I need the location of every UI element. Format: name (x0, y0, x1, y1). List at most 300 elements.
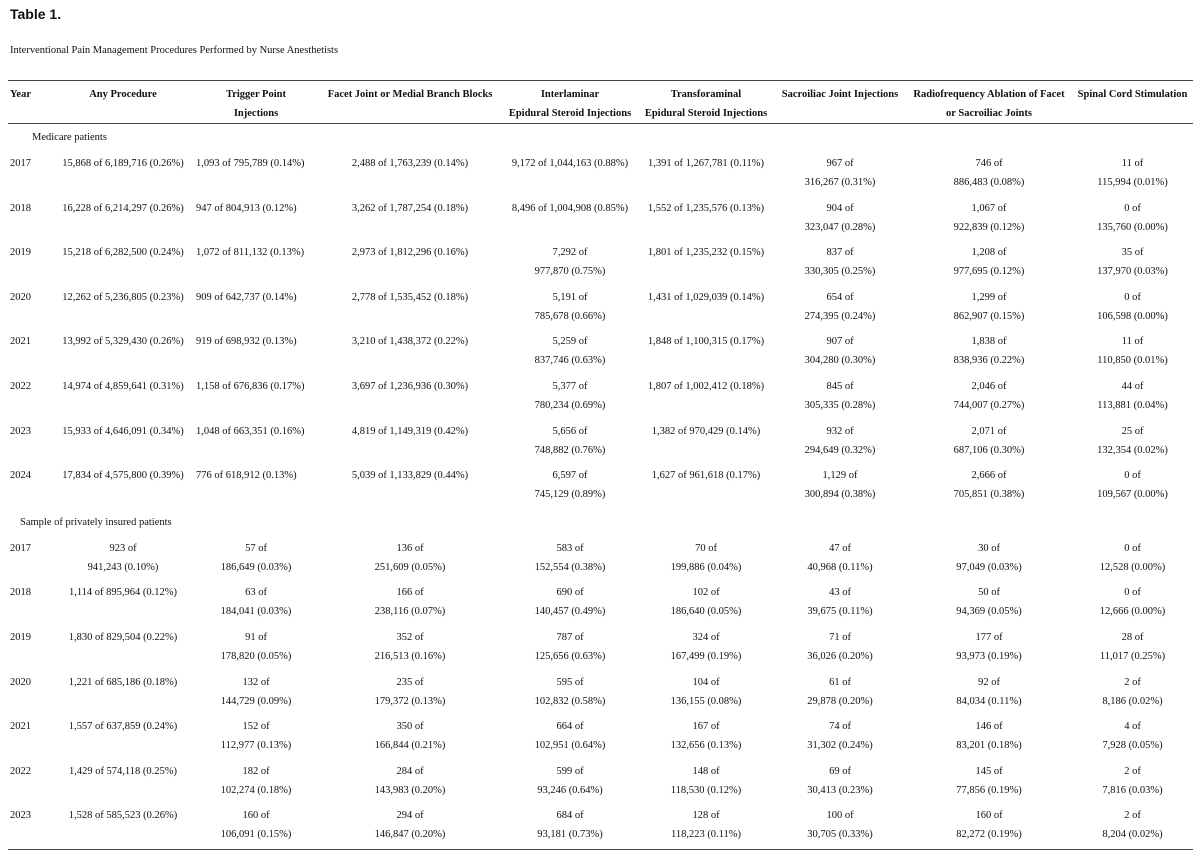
cell-line1: 3,210 of 1,438,372 (0.22%) (351, 336, 469, 348)
table-cell (638, 626, 774, 671)
table-cell (194, 464, 318, 509)
column-header-line1: Sacroiliac Joint Injections (781, 89, 899, 100)
cell-line1: 6,597 of (552, 470, 588, 482)
column-header (194, 81, 318, 124)
column-header (8, 81, 52, 124)
cell-line2: 7,928 (0.05%) (1102, 740, 1163, 752)
cell-line1: 2,666 of (971, 470, 1007, 482)
table-cell (906, 537, 1072, 582)
cell-line2: 330,305 (0.25%) (804, 266, 876, 278)
table-cell (502, 420, 638, 465)
table-label: Table 1. (10, 6, 62, 22)
table-row (8, 715, 1193, 760)
table-row (8, 330, 1193, 375)
table-row (8, 197, 1193, 242)
cell-line1: 919 of 698,932 (0.13%) (196, 336, 297, 348)
table-cell (1072, 286, 1193, 331)
cell-line1: 91 of (245, 631, 267, 643)
cell-line2: 137,970 (0.03%) (1097, 266, 1168, 278)
cell-line2: 294,649 (0.32%) (804, 444, 876, 456)
table-cell (1072, 537, 1193, 582)
year-cell: 2022 (10, 765, 31, 777)
table-cell (194, 715, 318, 760)
table-cell (1072, 241, 1193, 286)
cell-line2: 84,034 (0.11%) (956, 695, 1022, 707)
cell-line2: 115,994 (0.01%) (1097, 177, 1168, 188)
section-title: Medicare patients (32, 132, 107, 143)
cell-line2: 136,155 (0.08%) (670, 695, 742, 707)
cell-line1: 595 of (556, 676, 584, 688)
table-cell (318, 241, 502, 286)
column-header-line1: Trigger Point (226, 89, 286, 100)
year-cell: 2024 (10, 470, 31, 482)
column-header (1072, 81, 1193, 124)
cell-line2: 93,973 (0.19%) (956, 650, 1022, 662)
cell-line1: 324 of (692, 631, 720, 643)
cell-line1: 146 of (975, 721, 1003, 733)
cell-line1: 12,262 of 5,236,805 (0.23%) (62, 291, 184, 303)
table-cell (638, 804, 774, 849)
table-row (8, 420, 1193, 465)
cell-line1: 57 of (245, 542, 267, 554)
cell-line2: 102,832 (0.58%) (534, 695, 606, 707)
cell-line1: 0 of (1124, 291, 1141, 303)
year-cell: 2023 (10, 425, 31, 437)
table-cell (502, 152, 638, 197)
cell-line2: 118,223 (0.11%) (670, 829, 742, 841)
table-cell (638, 375, 774, 420)
column-header-line1: Any Procedure (89, 89, 157, 100)
table-cell (52, 375, 194, 420)
table-cell (774, 241, 906, 286)
table-caption: Interventional Pain Management Procedures Performed by Nurse Anesthetists (10, 45, 339, 56)
cell-line2: 705,851 (0.38%) (953, 489, 1025, 501)
cell-line1: 61 of (829, 676, 851, 688)
cell-line1: 1,848 of 1,100,315 (0.17%) (647, 336, 765, 348)
cell-line2: 316,267 (0.31%) (804, 177, 876, 188)
table-cell (906, 671, 1072, 716)
cell-line1: 15,868 of 6,189,716 (0.26%) (62, 158, 184, 169)
cell-line2: 186,640 (0.05%) (670, 606, 742, 618)
cell-line1: 787 of (556, 631, 584, 643)
table-cell (1072, 715, 1193, 760)
cell-line2: 8,204 (0.02%) (1102, 829, 1163, 841)
cell-line1: 182 of (242, 765, 270, 777)
cell-line2: 97,049 (0.03%) (956, 561, 1022, 573)
cell-line2: 216,513 (0.16%) (374, 650, 446, 662)
section-title: Sample of privately insured patients (20, 516, 172, 528)
cell-line1: 74 of (829, 721, 851, 733)
cell-line2: 186,649 (0.03%) (220, 561, 292, 573)
cell-line1: 25 of (1121, 425, 1144, 437)
table-cell (194, 760, 318, 805)
cell-line1: 0 of (1124, 470, 1141, 482)
column-header-line2: Epidural Steroid Injections (508, 108, 632, 119)
table-cell (906, 715, 1072, 760)
cell-line1: 2 of (1124, 676, 1141, 688)
cell-line2: 118,530 (0.12%) (670, 784, 742, 796)
cell-line1: 3,697 of 1,236,936 (0.30%) (351, 380, 469, 392)
table-cell (638, 286, 774, 331)
table-cell (502, 286, 638, 331)
table-cell (774, 760, 906, 805)
table-cell (318, 537, 502, 582)
table-cell (638, 537, 774, 582)
cell-line1: 845 of (826, 380, 854, 392)
cell-line1: 7,292 of (552, 247, 588, 259)
cell-line1: 5,191 of (552, 291, 588, 303)
table-cell (52, 152, 194, 197)
cell-line1: 684 of (556, 810, 584, 822)
table-cell (52, 537, 194, 582)
cell-line2: 109,567 (0.00%) (1097, 489, 1168, 501)
cell-line2: 178,820 (0.05%) (220, 650, 292, 662)
cell-line1: 44 of (1121, 380, 1144, 392)
column-header (318, 81, 502, 124)
table-cell (502, 760, 638, 805)
cell-line2: 83,201 (0.18%) (956, 740, 1022, 752)
table-cell (502, 671, 638, 716)
cell-line1: 104 of (692, 676, 720, 688)
cell-line1: 1,208 of (971, 247, 1007, 259)
year-cell: 2023 (10, 810, 31, 822)
column-header (906, 81, 1072, 124)
cell-line1: 100 of (826, 810, 854, 822)
cell-line2: 977,695 (0.12%) (953, 266, 1025, 278)
table-cell (906, 286, 1072, 331)
cell-line1: 1,391 of 1,267,781 (0.11%) (648, 158, 764, 169)
cell-line1: 128 of (692, 810, 720, 822)
column-header-line1: Interlaminar (540, 89, 600, 100)
table-cell (774, 464, 906, 509)
column-header (502, 81, 638, 124)
year-cell: 2021 (10, 336, 31, 348)
table-cell (318, 464, 502, 509)
column-header-line1: Year (10, 89, 31, 100)
table-cell (906, 420, 1072, 465)
cell-line1: 1,048 of 663,351 (0.16%) (196, 425, 305, 437)
cell-line2: 745,129 (0.89%) (534, 489, 606, 501)
cell-line2: 238,116 (0.07%) (374, 606, 446, 618)
table-cell (502, 537, 638, 582)
cell-line2: 305,335 (0.28%) (804, 399, 876, 411)
cell-line2: 125,656 (0.63%) (534, 650, 606, 662)
column-header-line1: Spinal Cord Stimulation (1077, 89, 1188, 100)
cell-line1: 284 of (396, 765, 424, 777)
cell-line1: 294 of (396, 810, 424, 822)
cell-line1: 5,039 of 1,133,829 (0.44%) (351, 470, 469, 482)
table-cell (52, 715, 194, 760)
cell-line2: 140,457 (0.49%) (534, 606, 606, 618)
table-cell (194, 330, 318, 375)
cell-line1: 1,557 of 637,859 (0.24%) (68, 721, 178, 733)
table-cell (194, 537, 318, 582)
table-cell (318, 626, 502, 671)
cell-line2: 110,850 (0.01%) (1097, 355, 1168, 367)
cell-line1: 102 of (692, 587, 720, 599)
table-cell (52, 626, 194, 671)
cell-line2: 184,041 (0.03%) (220, 606, 292, 618)
cell-line1: 1,299 of (971, 291, 1007, 303)
table-cell (1072, 804, 1193, 849)
cell-line1: 599 of (556, 765, 584, 777)
table-cell (1072, 375, 1193, 420)
year-cell: 2017 (10, 158, 31, 169)
cell-line1: 16,228 of 6,214,297 (0.26%) (62, 202, 184, 214)
cell-line1: 152 of (242, 721, 270, 733)
table-cell (774, 330, 906, 375)
cell-line2: 93,181 (0.73%) (537, 829, 603, 841)
table-cell (774, 626, 906, 671)
cell-line1: 145 of (975, 765, 1003, 777)
cell-line2: 40,968 (0.11%) (807, 561, 873, 573)
cell-line1: 583 of (556, 542, 584, 554)
table-cell (52, 464, 194, 509)
cell-line2: 837,746 (0.63%) (534, 355, 606, 367)
table-cell (774, 286, 906, 331)
cell-line2: 862,907 (0.15%) (953, 310, 1025, 322)
table-cell (1072, 760, 1193, 805)
table-cell (906, 581, 1072, 626)
table-cell (638, 330, 774, 375)
cell-line1: 1,838 of (971, 336, 1007, 348)
column-header (52, 81, 194, 124)
table-cell (774, 671, 906, 716)
cell-line2: 274,395 (0.24%) (804, 310, 876, 322)
table-header (8, 81, 1193, 124)
cell-line2: 30,413 (0.23%) (807, 784, 873, 796)
cell-line1: 5,259 of (552, 336, 588, 348)
table-cell (774, 420, 906, 465)
table-cell (194, 420, 318, 465)
column-header-line1: Transforaminal (670, 89, 742, 100)
table-row (8, 375, 1193, 420)
cell-line2: 8,186 (0.02%) (1102, 695, 1163, 707)
table-cell (318, 286, 502, 331)
table-cell (1072, 671, 1193, 716)
cell-line2: 31,302 (0.24%) (807, 740, 873, 752)
cell-line1: 1,158 of 676,836 (0.17%) (196, 380, 305, 392)
table-cell (774, 715, 906, 760)
table-cell (318, 760, 502, 805)
cell-line1: 907 of (826, 336, 854, 348)
table-cell (1072, 152, 1193, 197)
cell-line1: 4,819 of 1,149,319 (0.42%) (351, 425, 469, 437)
year-cell: 2021 (10, 721, 31, 733)
table-cell (906, 375, 1072, 420)
cell-line2: 11,017 (0.25%) (1099, 650, 1166, 662)
table-cell (638, 464, 774, 509)
cell-line2: 748,882 (0.76%) (534, 444, 606, 456)
year-cell: 2017 (10, 542, 31, 554)
cell-line1: 1,072 of 811,132 (0.13%) (196, 247, 305, 259)
cell-line1: 136 of (396, 542, 424, 554)
table-cell (194, 241, 318, 286)
cell-line2: 7,816 (0.03%) (1102, 784, 1163, 796)
cell-line2: 106,091 (0.15%) (220, 829, 292, 841)
table-cell (638, 197, 774, 242)
cell-line1: 909 of 642,737 (0.14%) (196, 291, 297, 303)
table-cell (502, 241, 638, 286)
column-header-line1: Facet Joint or Medial Branch Blocks (327, 89, 493, 100)
cell-line1: 1,431 of 1,029,039 (0.14%) (647, 291, 765, 303)
cell-line2: 93,246 (0.64%) (537, 784, 603, 796)
table-cell (52, 420, 194, 465)
table-cell (774, 581, 906, 626)
table-cell (194, 375, 318, 420)
cell-line2: 82,272 (0.19%) (956, 829, 1022, 841)
cell-line1: 1,429 of 574,118 (0.25%) (68, 765, 178, 777)
table-cell (52, 241, 194, 286)
table-cell (52, 286, 194, 331)
cell-line1: 177 of (975, 631, 1003, 643)
cell-line1: 92 of (978, 676, 1000, 688)
cell-line1: 14,974 of 4,859,641 (0.31%) (62, 380, 184, 392)
table-cell (1072, 464, 1193, 509)
cell-line1: 0 of (1124, 202, 1141, 214)
cell-line2: 977,870 (0.75%) (534, 266, 606, 278)
cell-line1: 904 of (826, 202, 854, 214)
table-cell (638, 671, 774, 716)
cell-line1: 15,218 of 6,282,500 (0.24%) (62, 247, 184, 259)
table-cell (638, 581, 774, 626)
cell-line1: 5,656 of (552, 425, 588, 437)
cell-line1: 148 of (692, 765, 720, 777)
cell-line1: 1,129 of (822, 470, 858, 482)
table-cell (1072, 420, 1193, 465)
cell-line1: 15,933 of 4,646,091 (0.34%) (62, 425, 184, 437)
cell-line1: 923 of (109, 542, 137, 554)
cell-line2: 132,656 (0.13%) (670, 740, 742, 752)
table-cell (638, 760, 774, 805)
year-cell: 2018 (10, 202, 31, 214)
cell-line1: 50 of (978, 587, 1000, 599)
section-row (8, 124, 1193, 153)
cell-line2: 144,729 (0.09%) (220, 695, 292, 707)
cell-line1: 3,262 of 1,787,254 (0.18%) (351, 202, 469, 214)
year-cell: 2018 (10, 587, 31, 599)
cell-line2: 744,007 (0.27%) (953, 399, 1025, 411)
cell-line2: 199,886 (0.04%) (670, 561, 742, 573)
cell-line1: 160 of (242, 810, 270, 822)
cell-line1: 352 of (396, 631, 424, 643)
cell-line1: 1,552 of 1,235,576 (0.13%) (647, 202, 765, 214)
data-table (8, 81, 1193, 849)
cell-line1: 132 of (242, 676, 270, 688)
table-cell (906, 152, 1072, 197)
table-cell (502, 375, 638, 420)
cell-line1: 690 of (556, 587, 584, 599)
cell-line1: 1,114 of 895,964 (0.12%) (68, 587, 178, 599)
cell-line2: 922,839 (0.12%) (953, 221, 1025, 233)
table-cell (502, 581, 638, 626)
table-cell (906, 626, 1072, 671)
cell-line1: 2,071 of (971, 425, 1007, 437)
cell-line2: 687,106 (0.30%) (953, 444, 1025, 456)
table-row (8, 241, 1193, 286)
cell-line1: 0 of (1124, 587, 1141, 599)
table-cell (1072, 626, 1193, 671)
table-cell (502, 804, 638, 849)
table-cell (318, 715, 502, 760)
cell-line1: 1,830 of 829,504 (0.22%) (68, 631, 178, 643)
cell-line1: 2,046 of (971, 380, 1007, 392)
cell-line1: 2,488 of 1,763,239 (0.14%) (351, 158, 469, 169)
cell-line2: 886,483 (0.08%) (953, 177, 1025, 188)
year-cell: 2020 (10, 676, 31, 688)
cell-line1: 1,528 of 585,523 (0.26%) (68, 810, 178, 822)
cell-line1: 8,496 of 1,004,908 (0.85%) (511, 202, 629, 214)
table-body (8, 124, 1193, 849)
section-row (8, 509, 1193, 537)
table-cell (774, 152, 906, 197)
table-cell (906, 804, 1072, 849)
table-cell (318, 420, 502, 465)
table-cell (774, 375, 906, 420)
cell-line1: 167 of (692, 721, 720, 733)
cell-line2: 780,234 (0.69%) (534, 399, 606, 411)
cell-line1: 11 of (1121, 336, 1144, 348)
cell-line2: 94,369 (0.05%) (956, 606, 1022, 618)
table-cell (774, 804, 906, 849)
column-header-line2: Injections (233, 108, 279, 119)
cell-line2: 77,856 (0.19%) (956, 784, 1022, 796)
cell-line1: 2 of (1124, 810, 1141, 822)
cell-line1: 47 of (829, 542, 851, 554)
cell-line1: 2 of (1124, 765, 1141, 777)
table-cell (502, 715, 638, 760)
cell-line2: 12,528 (0.00%) (1099, 561, 1166, 573)
year-cell: 2019 (10, 631, 31, 643)
cell-line2: 785,678 (0.66%) (534, 310, 606, 322)
table-cell (318, 197, 502, 242)
cell-line1: 69 of (829, 765, 851, 777)
table-cell (194, 626, 318, 671)
table-cell (774, 197, 906, 242)
table-row (8, 626, 1193, 671)
cell-line1: 1,807 of 1,002,412 (0.18%) (647, 380, 765, 392)
table-cell (638, 715, 774, 760)
table-cell (1072, 330, 1193, 375)
column-header (638, 81, 774, 124)
cell-line1: 746 of (975, 158, 1003, 169)
header-row (8, 81, 1193, 124)
table-row (8, 152, 1193, 197)
cell-line1: 235 of (396, 676, 424, 688)
cell-line1: 17,834 of 4,575,800 (0.39%) (62, 470, 184, 482)
cell-line2: 838,936 (0.22%) (953, 355, 1025, 367)
table-row (8, 537, 1193, 582)
table-row (8, 804, 1193, 849)
cell-line1: 11 of (1121, 158, 1144, 169)
table-cell (52, 197, 194, 242)
table-cell (906, 464, 1072, 509)
cell-line2: 12,666 (0.00%) (1099, 606, 1166, 618)
cell-line1: 160 of (975, 810, 1003, 822)
cell-line2: 251,609 (0.05%) (374, 561, 446, 573)
table-row (8, 671, 1193, 716)
cell-line2: 29,878 (0.20%) (807, 695, 873, 707)
cell-line1: 1,801 of 1,235,232 (0.15%) (647, 247, 765, 259)
table-cell (906, 330, 1072, 375)
cell-line1: 28 of (1121, 631, 1144, 643)
cell-line2: 113,881 (0.04%) (1097, 399, 1168, 411)
cell-line2: 300,894 (0.38%) (804, 489, 876, 501)
table-cell (638, 152, 774, 197)
cell-line2: 102,274 (0.18%) (220, 784, 292, 796)
cell-line1: 1,382 of 970,429 (0.14%) (651, 425, 761, 437)
table-cell (194, 804, 318, 849)
